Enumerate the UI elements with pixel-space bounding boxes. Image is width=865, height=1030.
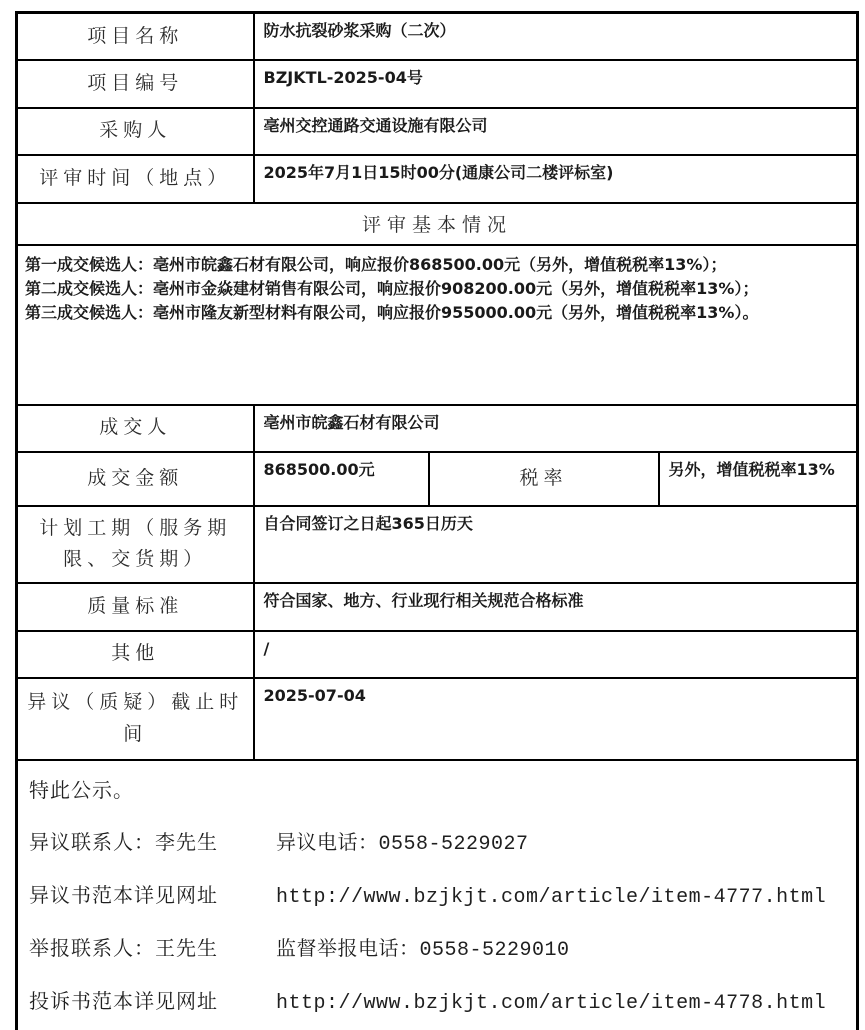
report-phone: 监督举报电话：0558-5229010 [276,938,570,962]
winner-value: 亳州市皖鑫石材有限公司 [254,405,858,452]
objection-template-line [29,882,846,912]
footer-notice: 特此公示。 [29,779,134,802]
purchaser-label: 采购人 [17,108,254,155]
candidates-cell [17,245,858,405]
schedule-row [17,506,858,583]
objection-template-label: 异议书范本详见网址 [29,884,218,907]
section-header: 评审基本情况 [17,203,858,245]
amount-label: 成交金额 [17,452,254,506]
other-value: / [254,631,858,678]
complaint-template-line [29,988,846,1018]
amount-row [17,452,858,506]
purchaser-row [17,108,858,155]
objection-deadline-label: 异议（质疑）截止时间 [17,678,254,760]
winner-label: 成交人 [17,405,254,452]
objection-contact-label: 异议联系人：李先生 [29,831,218,854]
report-contact-label: 举报联系人：王先生 [29,937,218,960]
other-label: 其他 [17,631,254,678]
winner-row [17,405,858,452]
review-time-label: 评审时间（地点） [17,155,254,203]
complaint-template-label: 投诉书范本详见网址 [29,990,218,1013]
schedule-label: 计划工期（服务期限、交货期） [17,506,254,583]
objection-deadline-row [17,678,858,760]
candidates-row [17,245,858,405]
review-time-row [17,155,858,203]
amount-value: 868500.00元 [254,452,429,506]
complaint-template-url: http://www.bzjkjt.com/article/item-4778.html [276,991,827,1015]
section-header-row [17,203,858,245]
objection-phone: 异议电话：0558-5229027 [276,832,529,856]
objection-deadline-value: 2025-07-04 [254,678,858,760]
project-name-label: 项目名称 [17,13,254,60]
quality-value: 符合国家、地方、行业现行相关规范合格标准 [254,583,858,631]
quality-label: 质量标准 [17,583,254,631]
project-number-value: BZJKTL-2025-04号 [254,60,858,108]
tax-rate-label: 税率 [429,452,659,506]
candidate-line-2: 第二成交候选人：亳州市金焱建材销售有限公司，响应报价908200.00元（另外，增值税税率13%）； [25,278,759,298]
other-row [17,631,858,678]
objection-template-url: http://www.bzjkjt.com/article/item-4777.html [276,885,827,909]
report-contact-line [29,935,846,965]
purchaser-value: 亳州交控通路交通设施有限公司 [254,108,858,155]
project-number-label: 项目编号 [17,60,254,108]
objection-contact-line [29,829,846,859]
project-name-value: 防水抗裂砂浆采购（二次） [254,13,858,60]
project-name-row [17,13,858,60]
review-time-value: 2025年7月1日15时00分(通康公司二楼评标室) [254,155,858,203]
candidate-line-3: 第三成交候选人：亳州市隆友新型材料有限公司，响应报价955000.00元（另外，增值税税率13%）。 [25,302,759,322]
project-number-row [17,60,858,108]
footer-row [17,760,858,1030]
footer-cell [17,760,858,1030]
tax-rate-value: 另外，增值税税率13% [659,452,858,506]
quality-row [17,583,858,631]
schedule-value: 自合同签订之日起365日历天 [254,506,858,583]
candidate-line-1: 第一成交候选人：亳州市皖鑫石材有限公司，响应报价868500.00元（另外，增值税税率13%）； [25,254,727,274]
announcement-table [15,11,859,1030]
